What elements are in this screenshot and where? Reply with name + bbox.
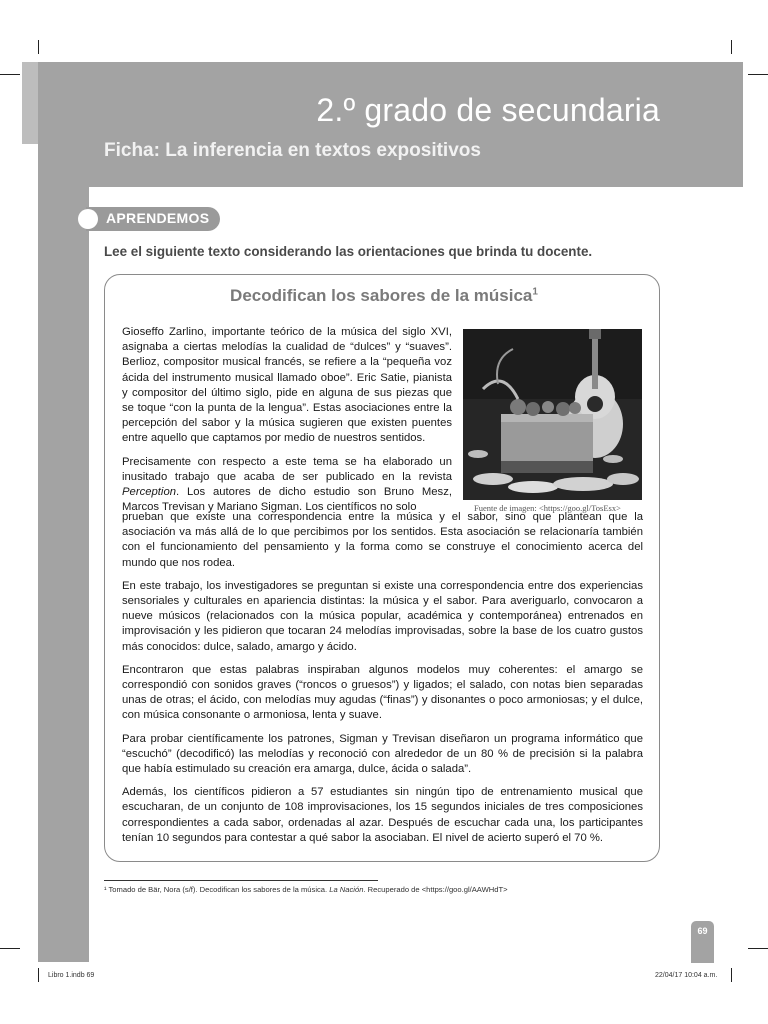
section-label: APRENDEMOS — [106, 210, 210, 226]
slug-left: Libro 1.indb 69 — [48, 972, 95, 979]
crop-mark — [0, 948, 20, 949]
footnote-text-b: . Recuperado de <https://goo.gl/AAWHdT> — [363, 885, 508, 894]
header-tab — [22, 62, 39, 144]
paragraph-2-end: prueban que existe una correspondencia entre la música y el sabor, sino que plantean que la asociación va más allá de lo que percibimos por los sentidos. Esta asociación se relacionaría también con el funcionamiento del pensamiento y la forma como se construye el conocimiento acerca del mundo que nos rodea. — [122, 511, 643, 569]
page-number: 69 — [697, 926, 708, 936]
crop-mark — [748, 948, 768, 949]
crop-mark — [0, 74, 20, 75]
paragraph-2-start — [122, 455, 452, 516]
grade-title: 2.º grado de secundaria — [316, 92, 660, 128]
article-title-text: Decodifican los sabores de la música — [230, 286, 533, 305]
footnote-rule — [104, 880, 378, 881]
footnote-source: La Nación — [329, 885, 364, 894]
ficha-title: Ficha: La inferencia en textos expositivos — [104, 140, 481, 161]
footnote-ref: 1 — [532, 286, 538, 298]
badge-dot — [78, 209, 98, 229]
paragraph-5: Para probar científicamente los patrones, Sigman y Trevisan diseñaron un programa informático que “escuchó” (decodificó) las melodías y reconoció con alrededor de un 80 % de precisión si la palabra que había estimulado su creación era amarga, dulce, ácida o salada”. — [122, 732, 643, 776]
journal-name: Perception — [122, 486, 177, 499]
paragraph-3: En este trabajo, los investigadores se preguntan si existe una correspondencia entre dos experiencias sensoriales y culturales en apariencia distintas: la música y el sabor. Para averiguarlo, convocaron a nueve músicos (relacionados con la música popular, académica y contemporánea) entrenados en improvisación y les pidieron que tocaran 24 melodías improvisadas, sobre la base de los cuatro gustos más conocidos: dulce, salado, amargo y ácido. — [122, 579, 643, 653]
image-caption: Fuente de imagen: <https://goo.gl/TosEsx> — [474, 503, 621, 513]
article-title — [0, 286, 768, 306]
crop-mark — [38, 968, 39, 982]
instruction: Lee el siguiente texto considerando las orientaciones que brinda tu docente. — [104, 244, 593, 259]
crop-mark — [731, 40, 732, 54]
slug-right: 22/04/17 10:04 a.m. — [655, 972, 718, 979]
article-column-left — [122, 325, 452, 515]
paragraph-2a: Precisamente con respecto a este tema se ha elaborado un inusitado trabajo que acaba de ser publicado en la revista — [122, 455, 452, 483]
crop-mark — [38, 40, 39, 54]
paragraph-2b: . Los autores de dicho estudio son Bruno Mesz, Marcos Trevisan y Mariano Sigman. Los científicos no solo — [122, 486, 452, 514]
page-number-tab — [691, 921, 714, 963]
article-column-full — [122, 508, 643, 854]
guitar-photo — [463, 329, 642, 500]
section-badge — [86, 207, 220, 231]
crop-mark — [748, 74, 768, 75]
crop-mark — [731, 968, 732, 982]
guitar-photo-illustration — [463, 329, 642, 500]
footnote-text-a: ¹ Tomado de Bär, Nora (s/f). Decodifican los sabores de la música. — [104, 885, 330, 894]
paragraph-1: Gioseffo Zarlino, importante teórico de la música del siglo XVI, asignaba a ciertas melodías la cualidad de “dulces” y “suaves”. Berlioz, compositor musical francés, se refiere a la “pequeña voz ácida del instrumento musical llamado oboe”. Eric Satie, pianista y compositor del último siglo, pide en alguna de sus piezas que se toque “con la punta de la lengua”. Estas asociaciones entre la percepción del sabor y la música sugieren que existen puentes entre aquello que captamos por medio de nuestros sentidos. — [122, 326, 452, 445]
footnote — [104, 885, 508, 894]
paragraph-6: Además, los científicos pidieron a 57 estudiantes sin ningún tipo de entrenamiento musical que escucharan, de un conjunto de 108 improvisaciones, los 15 segundos iniciales de tres composiciones correspondientes a cada sabor, ordenadas al azar. Después de escuchar cada una, los participantes tenían 10 segundos para contestar a qué sabor la asociaban. El nivel de acierto superó el 70 %. — [122, 786, 643, 844]
paragraph-4: Encontraron que estas palabras inspiraban algunos modelos muy coherentes: el amargo se correspondió con sonidos graves (“roncos o gruesos”) y ligados; el salado, con notas bien separadas unas de otras; el ácido, con melodías muy agudas (“finas”) y disonantes o poco armoniosas; y el dulce, con música consonante o armoniosa, lenta y suave. — [122, 663, 643, 722]
